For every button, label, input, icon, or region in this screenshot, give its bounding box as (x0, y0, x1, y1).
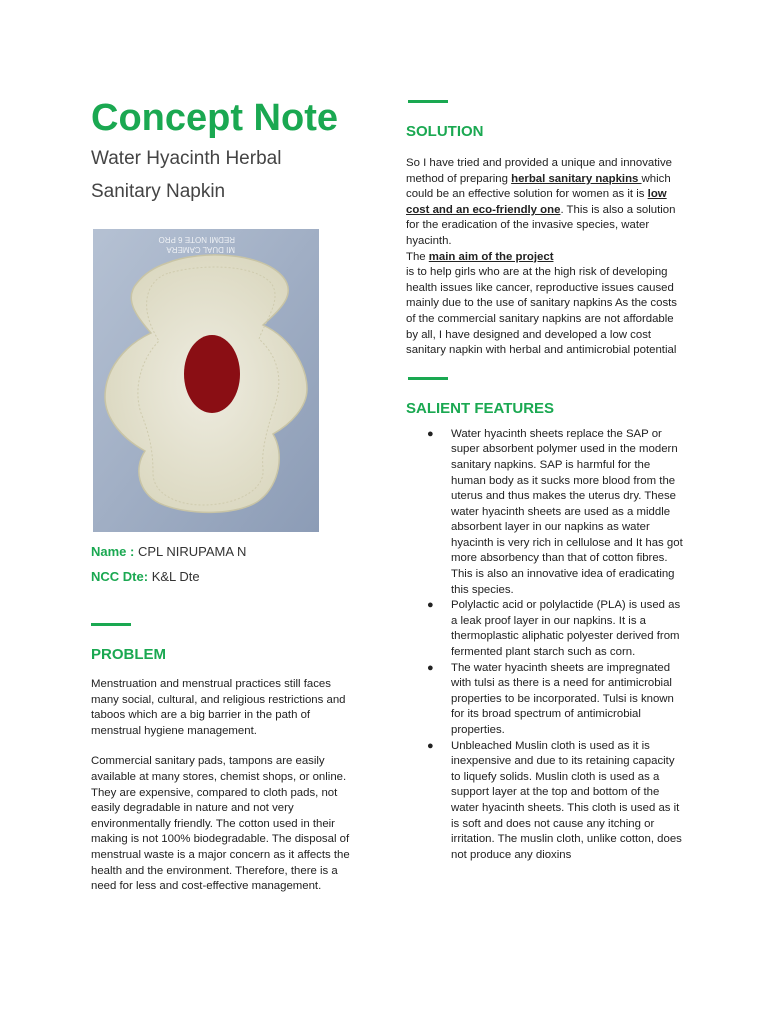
solution-highlight-cost: low cost and an eco-friendly one (406, 188, 667, 216)
solution-text-5: is to help girls who are at the high risk of developing health issues like cancer, reproductive issues caused mainly due to the use of sanitary napkins As the costs of the commercial sanitary napkins are not affordable by all, I have designed and developed a low cost sanitary napkin with herbal and antimicrobial potential (406, 266, 677, 357)
solution-text-2: which could be an effective solution for women as it is (406, 172, 671, 201)
ncc-label: NCC Dte: (91, 569, 149, 584)
features-list (406, 427, 682, 864)
solution-text-4: The (406, 250, 429, 263)
author-info (91, 539, 246, 589)
right-column (406, 100, 682, 863)
name-row (91, 539, 246, 564)
solution-text-3: . This is also a solution for the eradication of the invasive species, water hyacinth. (406, 203, 676, 247)
stain-mark (184, 335, 240, 413)
bullet-icon: ● (427, 427, 434, 440)
problem-section (91, 623, 361, 895)
subtitle-line-1: Water Hyacinth Herbal (91, 148, 282, 169)
solution-heading: SOLUTION (406, 123, 484, 140)
features-heading: SALIENT FEATURES (406, 399, 555, 417)
section-divider (91, 623, 131, 626)
bullet-icon: ● (427, 739, 434, 752)
ncc-value: K&L Dte (151, 569, 200, 584)
solution-highlight-aim: main aim of the project (428, 250, 554, 263)
sanitary-napkin-photo (93, 229, 319, 532)
problem-paragraph-2: Commercial sanitary pads, tampons are easily available at many stores, chemist shops, or online. They are expensive, compared to cloth pads, not easily degradable in nature and not very environmentally friendly. The cotton used in their making is not 100% biodegradable. The disposal of menstrual waste is a major concern as it affects the health and the environment. Therefore, there is a need for less and cost-effective management. (91, 755, 350, 893)
solution-paragraph (406, 156, 682, 359)
bullet-icon: ● (427, 599, 434, 612)
problem-paragraph-1: Menstruation and menstrual practices still faces many social, cultural, and religious restrictions and taboos which are a big barrier in the path of menstrual hygiene management. (91, 678, 346, 737)
title-block (91, 95, 361, 207)
problem-heading: PROBLEM (91, 646, 166, 663)
bullet-icon: ● (427, 661, 434, 674)
name-value: CPL NIRUPAMA N (137, 544, 247, 559)
section-divider (408, 100, 448, 103)
ncc-row (91, 564, 246, 589)
list-item: ● Unbleached Muslin cloth is used as it is inexpensive and due to its retaining capacity to liquefy solids. Muslin cloth is used as a support layer at the top and bottom of the water hyacinth sheets. This cloth is used as it is soft and does not cause any itching or irritation. The muslin cloth, unlike cotton, does not produce any dioxins (427, 739, 682, 861)
section-divider (408, 377, 448, 380)
watermark-line-1: REDMI NOTE 6 PRO (158, 235, 235, 244)
napkin-illustration (93, 229, 319, 532)
page-title: Concept Note (91, 97, 338, 139)
solution-highlight-herbal: herbal sanitary napkins (511, 172, 642, 185)
list-item: ● Water hyacinth sheets replace the SAP or super absorbent polymer used in the modern sanitary napkins. SAP is harmful for the human body as it sucks more blood from the uterus and thus makes the uterus dry. These water hyacinth sheets are used as a middle absorbent layer in our napkins as water hyacinth is very rich in cellulose and It has got more absorbency than that of cotton fibres. This is also an innovative idea of eradicating this species. (427, 427, 683, 596)
solution-text-1: So I have tried and provided a unique and innovative method of preparing (406, 157, 672, 185)
watermark-line-2: MI DUAL CAMERA (166, 245, 235, 254)
list-item: ● The water hyacinth sheets are impregnated with tulsi as there is a need for antimicrobial properties to be incorporated. Tulsi is known for its broad spectrum of antimicrobial properties. (427, 661, 674, 736)
name-label: Name : (91, 544, 135, 559)
list-item: ● Polylactic acid or polylactide (PLA) is used as a leak proof layer in our napkins. It is a thermoplastic aliphatic polyester derived from fermented plant starch such as corn. (427, 599, 681, 659)
subtitle-line-2: Sanitary Napkin (91, 181, 226, 202)
